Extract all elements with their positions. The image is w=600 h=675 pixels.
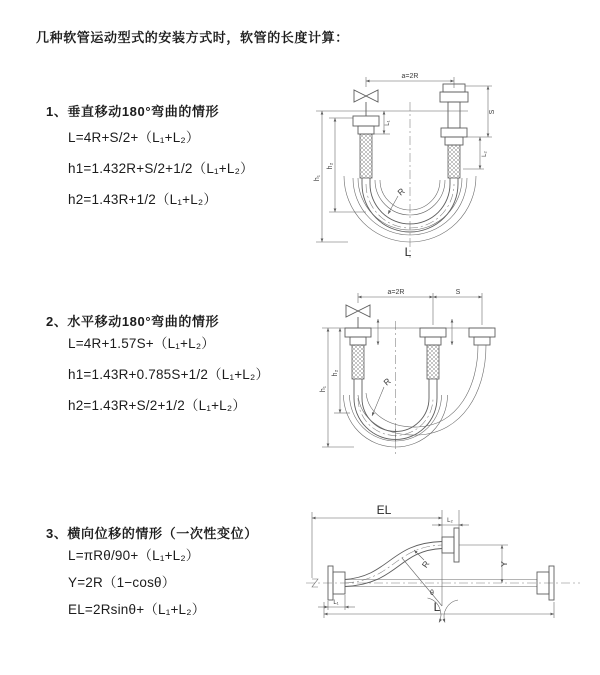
diagram-vertical-180-bend [308,66,538,264]
radius-leader [372,387,384,416]
radius-label: R [395,185,407,198]
valve-icon [346,305,370,328]
dim-label-L: L [404,245,412,259]
dim-label-h1: h₁ [320,385,327,393]
formula-s1-h1: h1=1.432R+S/2+1/2（L₁+L₂） [68,161,254,176]
radius-label: R [419,558,432,570]
radius-leader [388,196,398,214]
angle-arc [444,600,458,623]
dim-label-y: Y [499,561,509,567]
dim-label-l2: L₂ [447,518,453,524]
hose-displaced-arcs [358,345,486,435]
dim-label-l: L [433,600,441,614]
middle-flange-fitting [420,328,446,345]
formula-s1-L: L=4R+S/2+（L₁+L₂） [68,130,200,145]
formula-s3-EL: EL=2Rsinθ+（L₁+L₂） [68,602,206,617]
section-3-heading: 3、横向位移的情形（一次性变位） [46,526,258,541]
formula-s2-h1: h1=1.43R+0.785S+1/2（L₁+L₂） [68,367,270,382]
left-flange-fitting [353,116,379,134]
dim-label-s: S [455,289,461,296]
dim-label-l1: L₁ [333,600,339,606]
right-braided-hose [448,145,460,178]
formula-s3-L: L=πRθ/90+（L₁+L₂） [68,548,200,563]
dim-label-el: EL [376,503,392,517]
dim-label-h1: h₁ [314,174,321,182]
dim-label-s: S [489,109,496,115]
page-title: 几种软管运动型式的安装方式时，软管的长度计算： [36,30,349,45]
dim-label-l2: L₂ [482,151,488,157]
radius-label: R [381,375,393,388]
dim-label-l1: L₁ [385,120,391,126]
formula-s2-L: L=4R+1.57S+（L₁+L₂） [68,336,215,351]
left-braided-hose [352,345,364,379]
dim-label-h2: h₂ [327,162,334,170]
section-3-formulas [68,542,205,623]
formula-s2-h2: h2=1.43R+S/2+1/2（L₁+L₂） [68,398,247,413]
left-braided-hose [360,134,372,178]
dim-label-a2r: a=2R [401,73,419,80]
upper-flange-fitting [442,528,459,562]
angle-label: θ [430,590,434,597]
middle-braided-hose [427,345,439,379]
section-1-formulas [68,122,254,215]
diagram-horizontal-180-bend [312,283,547,463]
valve-icon [354,90,378,116]
diagram-lateral-displacement [302,498,587,623]
section-1-heading: 1、垂直移动180°弯曲的情形 [46,104,220,119]
dim-label-a2r: a=2R [387,289,405,296]
section-2-formulas [68,328,269,421]
formula-s1-h2: h2=1.43R+1/2（L₁+L₂） [68,192,218,207]
right-flange-fitting [469,328,495,345]
dim-label-h2: h₂ [332,369,339,377]
right-flange-fitting [440,84,468,145]
left-flange-fitting [345,328,371,345]
section-2-heading: 2、水平移动180°弯曲的情形 [46,314,220,329]
formula-s3-Y: Y=2R（1−cosθ） [68,575,176,590]
